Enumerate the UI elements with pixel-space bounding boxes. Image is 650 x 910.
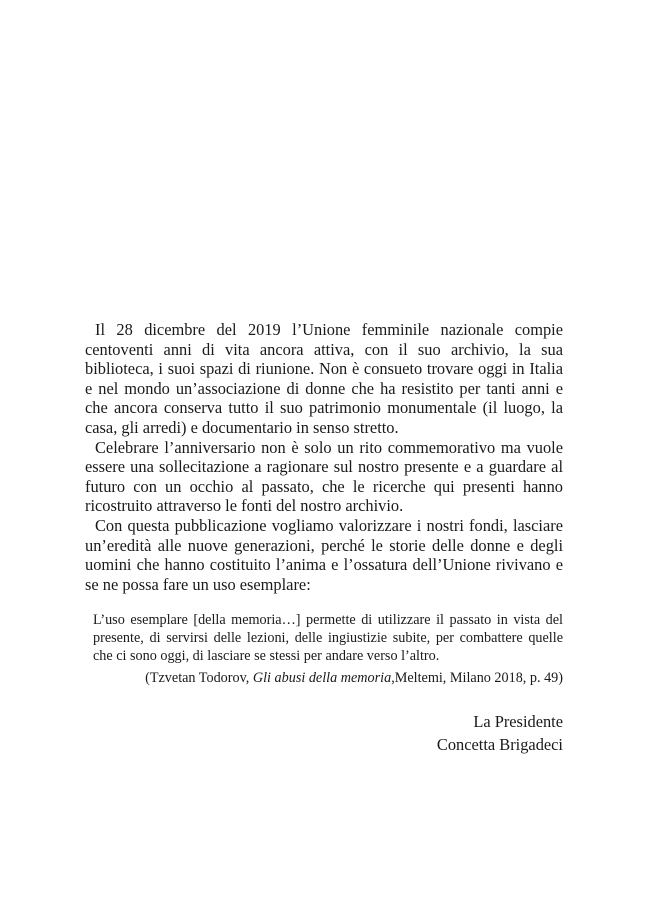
block-quote [93, 612, 563, 687]
citation-title: Gli abusi della memoria [252, 670, 392, 687]
document-body [85, 320, 563, 756]
citation-suffix: ,Meltemi, Milano 2018, p. 49) [391, 670, 563, 687]
paragraph-3: Con questa pubblicazione vogliamo valorizzare i nostri fondi, lasciare un’eredità alle nuove generazioni, perché le storie delle donne e degli uomini che hanno costituito l’anima e l’ossatura dell’Unione rivivano e se ne possa fare un uso esemplare: [85, 515, 563, 594]
paragraph-2: Celebrare l’anniversario non è solo un rito commemorativo ma vuole essere una sollecitazione a ragionare sul nostro presente e a guardare al futuro con un occhio al passato, che le ricerche qui presenti hanno ricostruito attraverso le fonti del nostro archivio. [85, 437, 563, 516]
quote-text: L’uso esemplare [della memoria…] permette di utilizzare il passato in vista del presente, di servirsi delle lezioni, delle ingiustizie subite, per combattere quelle che ci sono oggi, di lasciare se stessi per andare verso l’altro. [93, 612, 563, 664]
paragraph-1: Il 28 dicembre del 2019 l’Unione femminile nazionale compie centoventi anni di vita ancora attiva, con il suo archivio, la sua biblioteca, i suoi spazi di riunione. Non è consueto trovare oggi in Italia e nel mondo un’associazione di donne che ha resistito per tanti anni e che ancora conserva tutto il suo patrimonio monumentale (il luogo, la casa, gli arredi) e documentario in senso stretto. [85, 320, 563, 437]
citation-prefix: (Tzvetan Todorov, [145, 670, 253, 687]
signature-role: La Presidente [473, 711, 563, 731]
signature-block [85, 710, 563, 756]
signature-name: Concetta Brigadeci [436, 734, 563, 754]
quote-citation [93, 670, 563, 688]
